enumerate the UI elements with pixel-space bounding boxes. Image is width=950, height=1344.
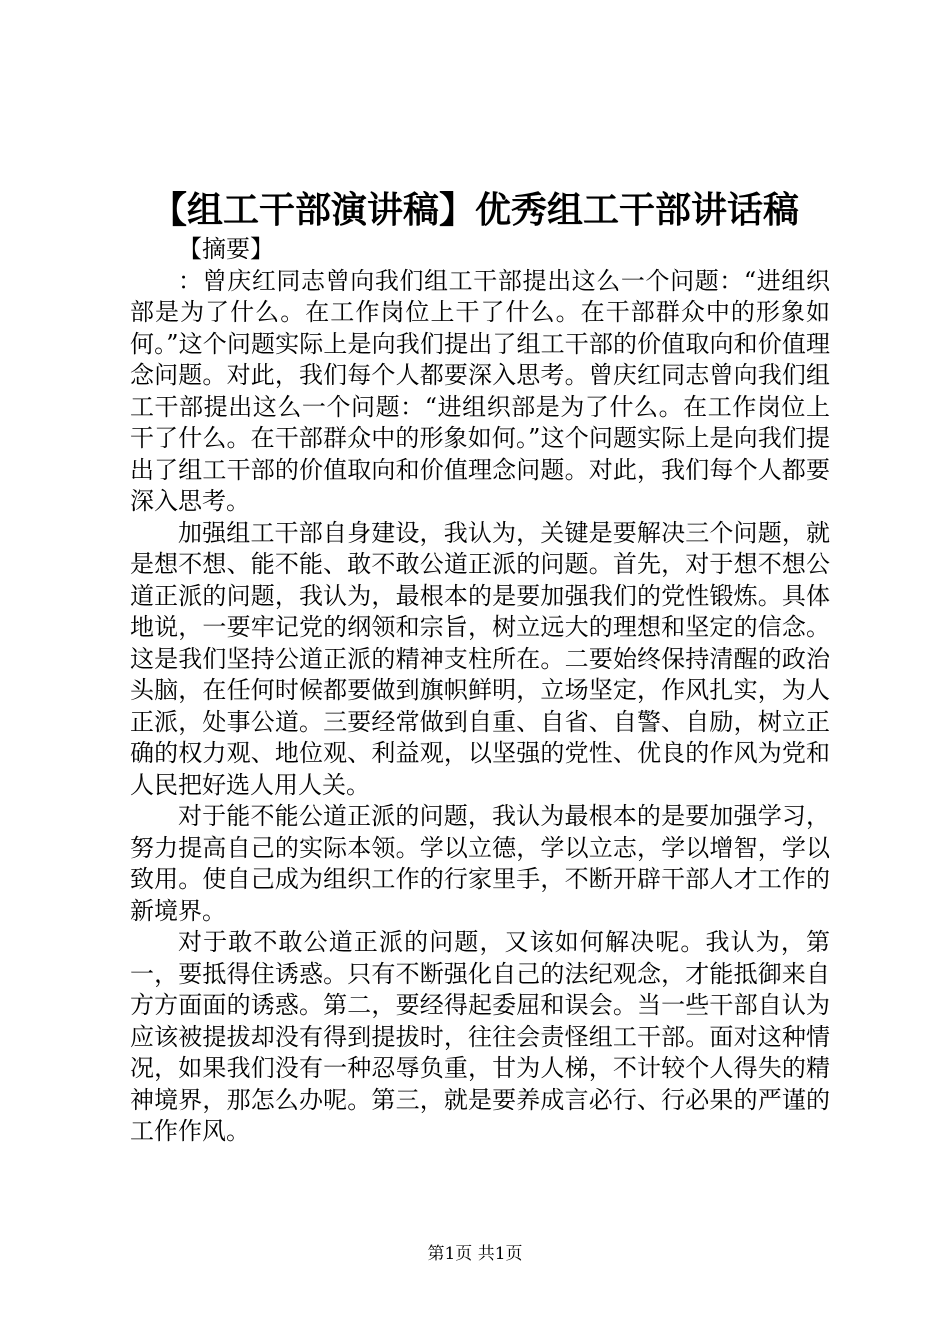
paragraph-1: 加强组工干部自身建设，我认为，关键是要解决三个问题，就是想不想、能不能、敢不敢公道正派的问题。首先，对于想不想公道正派的问题，我认为，最根本的是要加强我们的党性锻炼。具体地说，一要牢记党的纲领和宗旨，树立远大的理想和坚定的信念。这是我们坚持公道正派的精神支柱所在。二要始终保持清醒的政治头脑，在任何时候都要做到旗帜鲜明，立场坚定，作风扎实，为人正派，处事公道。三要经常做到自重、自省、自警、自励，树立正确的权力观、地位观、利益观，以坚强的党性、优良的作风为党和人民把好选人用人关。 <box>130 518 830 799</box>
paragraph-2: 对于能不能公道正派的问题，我认为最根本的是要加强学习，努力提高自己的实际本领。学以立德，学以立志，学以增智，学以致用。使自己成为组织工作的行家里手，不断开辟干部人才工作的新境界。 <box>130 802 830 925</box>
page-title: 【组工干部演讲稿】优秀组工干部讲话稿 <box>150 189 799 231</box>
document-body <box>130 234 830 1148</box>
page-footer: 第1页 共1页 <box>427 1244 523 1264</box>
abstract-label: 【摘要】 <box>178 235 274 263</box>
paragraph-abstract: ：曾庆红同志曾向我们组工干部提出这么一个问题：“进组织部是为了什么。在工作岗位上干了什么。在干部群众中的形象如何。”这个问题实际上是向我们提出了组工干部的价值取向和价值理念问题。对此，我们每个人都要深入思考。曾庆红同志曾向我们组工干部提出这么一个问题：“进组织部是为了什么。在工作岗位上干了什么。在干部群众中的形象如何。”这个问题实际上是向我们提出了组工干部的价值取向和价值理念问题。对此，我们每个人都要深入思考。 <box>130 266 830 515</box>
paragraph-3: 对于敢不敢公道正派的问题，又该如何解决呢。我认为，第一，要抵得住诱惑。只有不断强化自己的法纪观念，才能抵御来自方方面面的诱惑。第二，要经得起委屈和误会。当一些干部自认为应该被提拔却没有得到提拔时，往往会责怪组工干部。面对这种情况，如果我们没有一种忍辱负重，甘为人梯，不计较个人得失的精神境界，那怎么办呢。第三，就是要养成言必行、行必果的严谨的工作作风。 <box>130 928 830 1145</box>
